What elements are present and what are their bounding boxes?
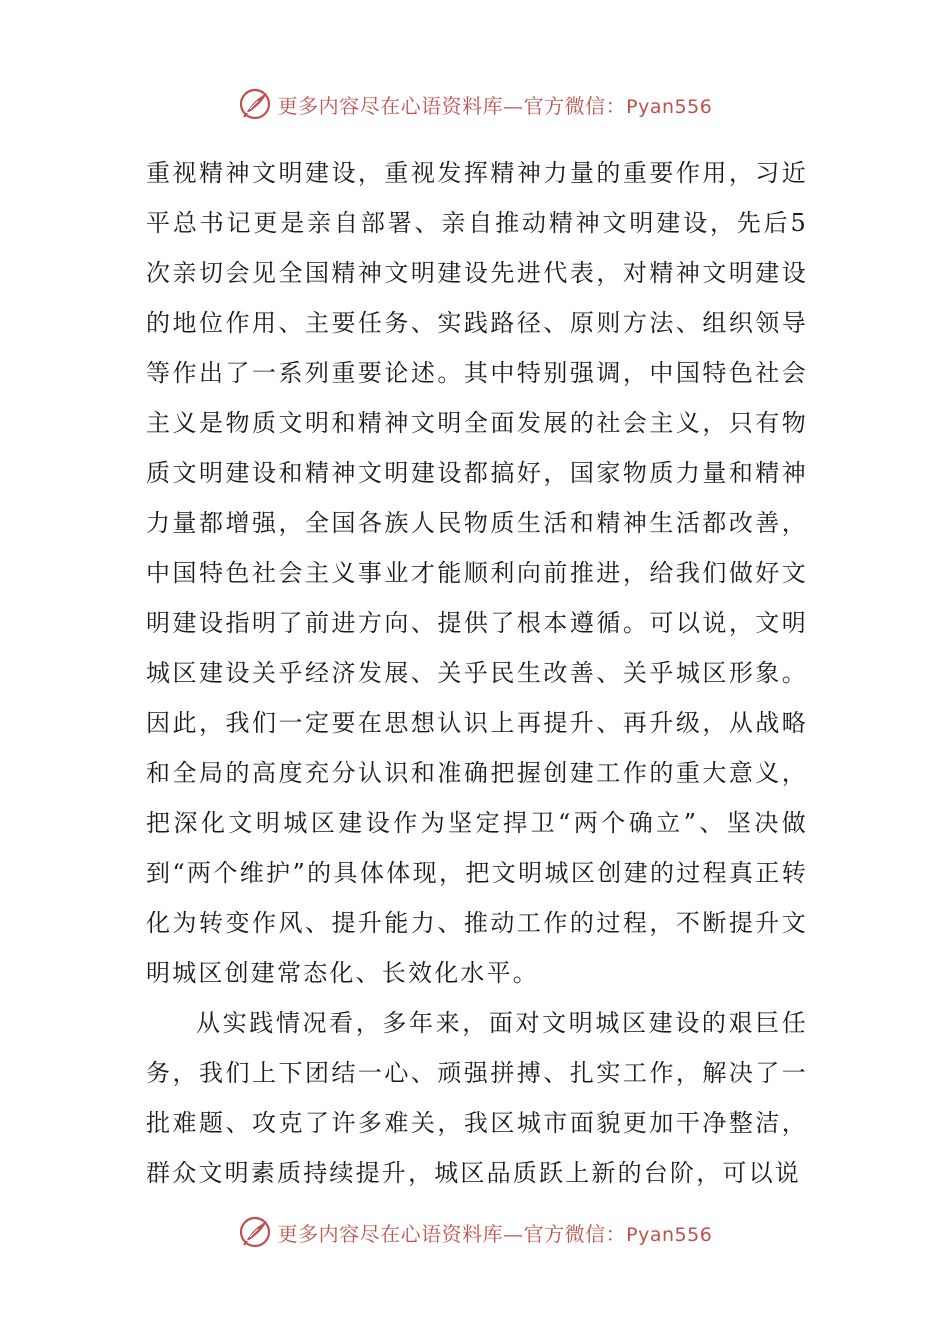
quill-pen-logo-icon xyxy=(238,87,272,121)
paragraph-2: 从实践情况看，多年来，面对文明城区建设的艰巨任务，我们上下团结一心、顽强拼搏、扎实工作，解决了一批难题、攻克了许多难关，我区城市面貌更加干净整洁，群众文明素质持续提升，城区品质跃上新的台阶，可以说 xyxy=(146,1009,808,1187)
footer-watermark xyxy=(0,1212,950,1252)
quill-pen-logo-icon xyxy=(238,1215,272,1249)
paragraph-1: 重视精神文明建设，重视发挥精神力量的重要作用，习近平总书记更是亲自部署、亲自推动精神文明建设，先后5次亲切会见全国精神文明建设先进代表，对精神文明建设的地位作用、主要任务、实践路径、原则方法、组织领导等作出了一系列重要论述。其中特别强调，中国特色社会主义是物质文明和精神文明全面发展的社会主义，只有物质文明建设和精神文明建设都搞好，国家物质力量和精神力量都增强，全国各族人民物质生活和精神生活都改善，中国特色社会主义事业才能顺利向前推进，给我们做好文明建设指明了前进方向、提供了根本遵循。可以说，文明城区建设关乎经济发展、关乎民生改善、关乎城区形象。因此，我们一定要在思想认识上再提升、再升级，从战略和全局的高度充分认识和准确把握创建工作的重大意义，把深化文明城区建设作为坚定捍卫“两个确立”、坚决做到“两个维护”的具体体现，把文明城区创建的过程真正转化为转变作风、提升能力、推动工作的过程，不断提升文明城区创建常态化、长效化水平。 xyxy=(146,159,808,987)
watermark-text: 更多内容尽在心语资料库—官方微信：Pyan556 xyxy=(277,1221,713,1246)
watermark-text: 更多内容尽在心语资料库—官方微信：Pyan556 xyxy=(277,93,713,118)
header-watermark xyxy=(0,84,950,124)
document-body xyxy=(146,148,808,1198)
